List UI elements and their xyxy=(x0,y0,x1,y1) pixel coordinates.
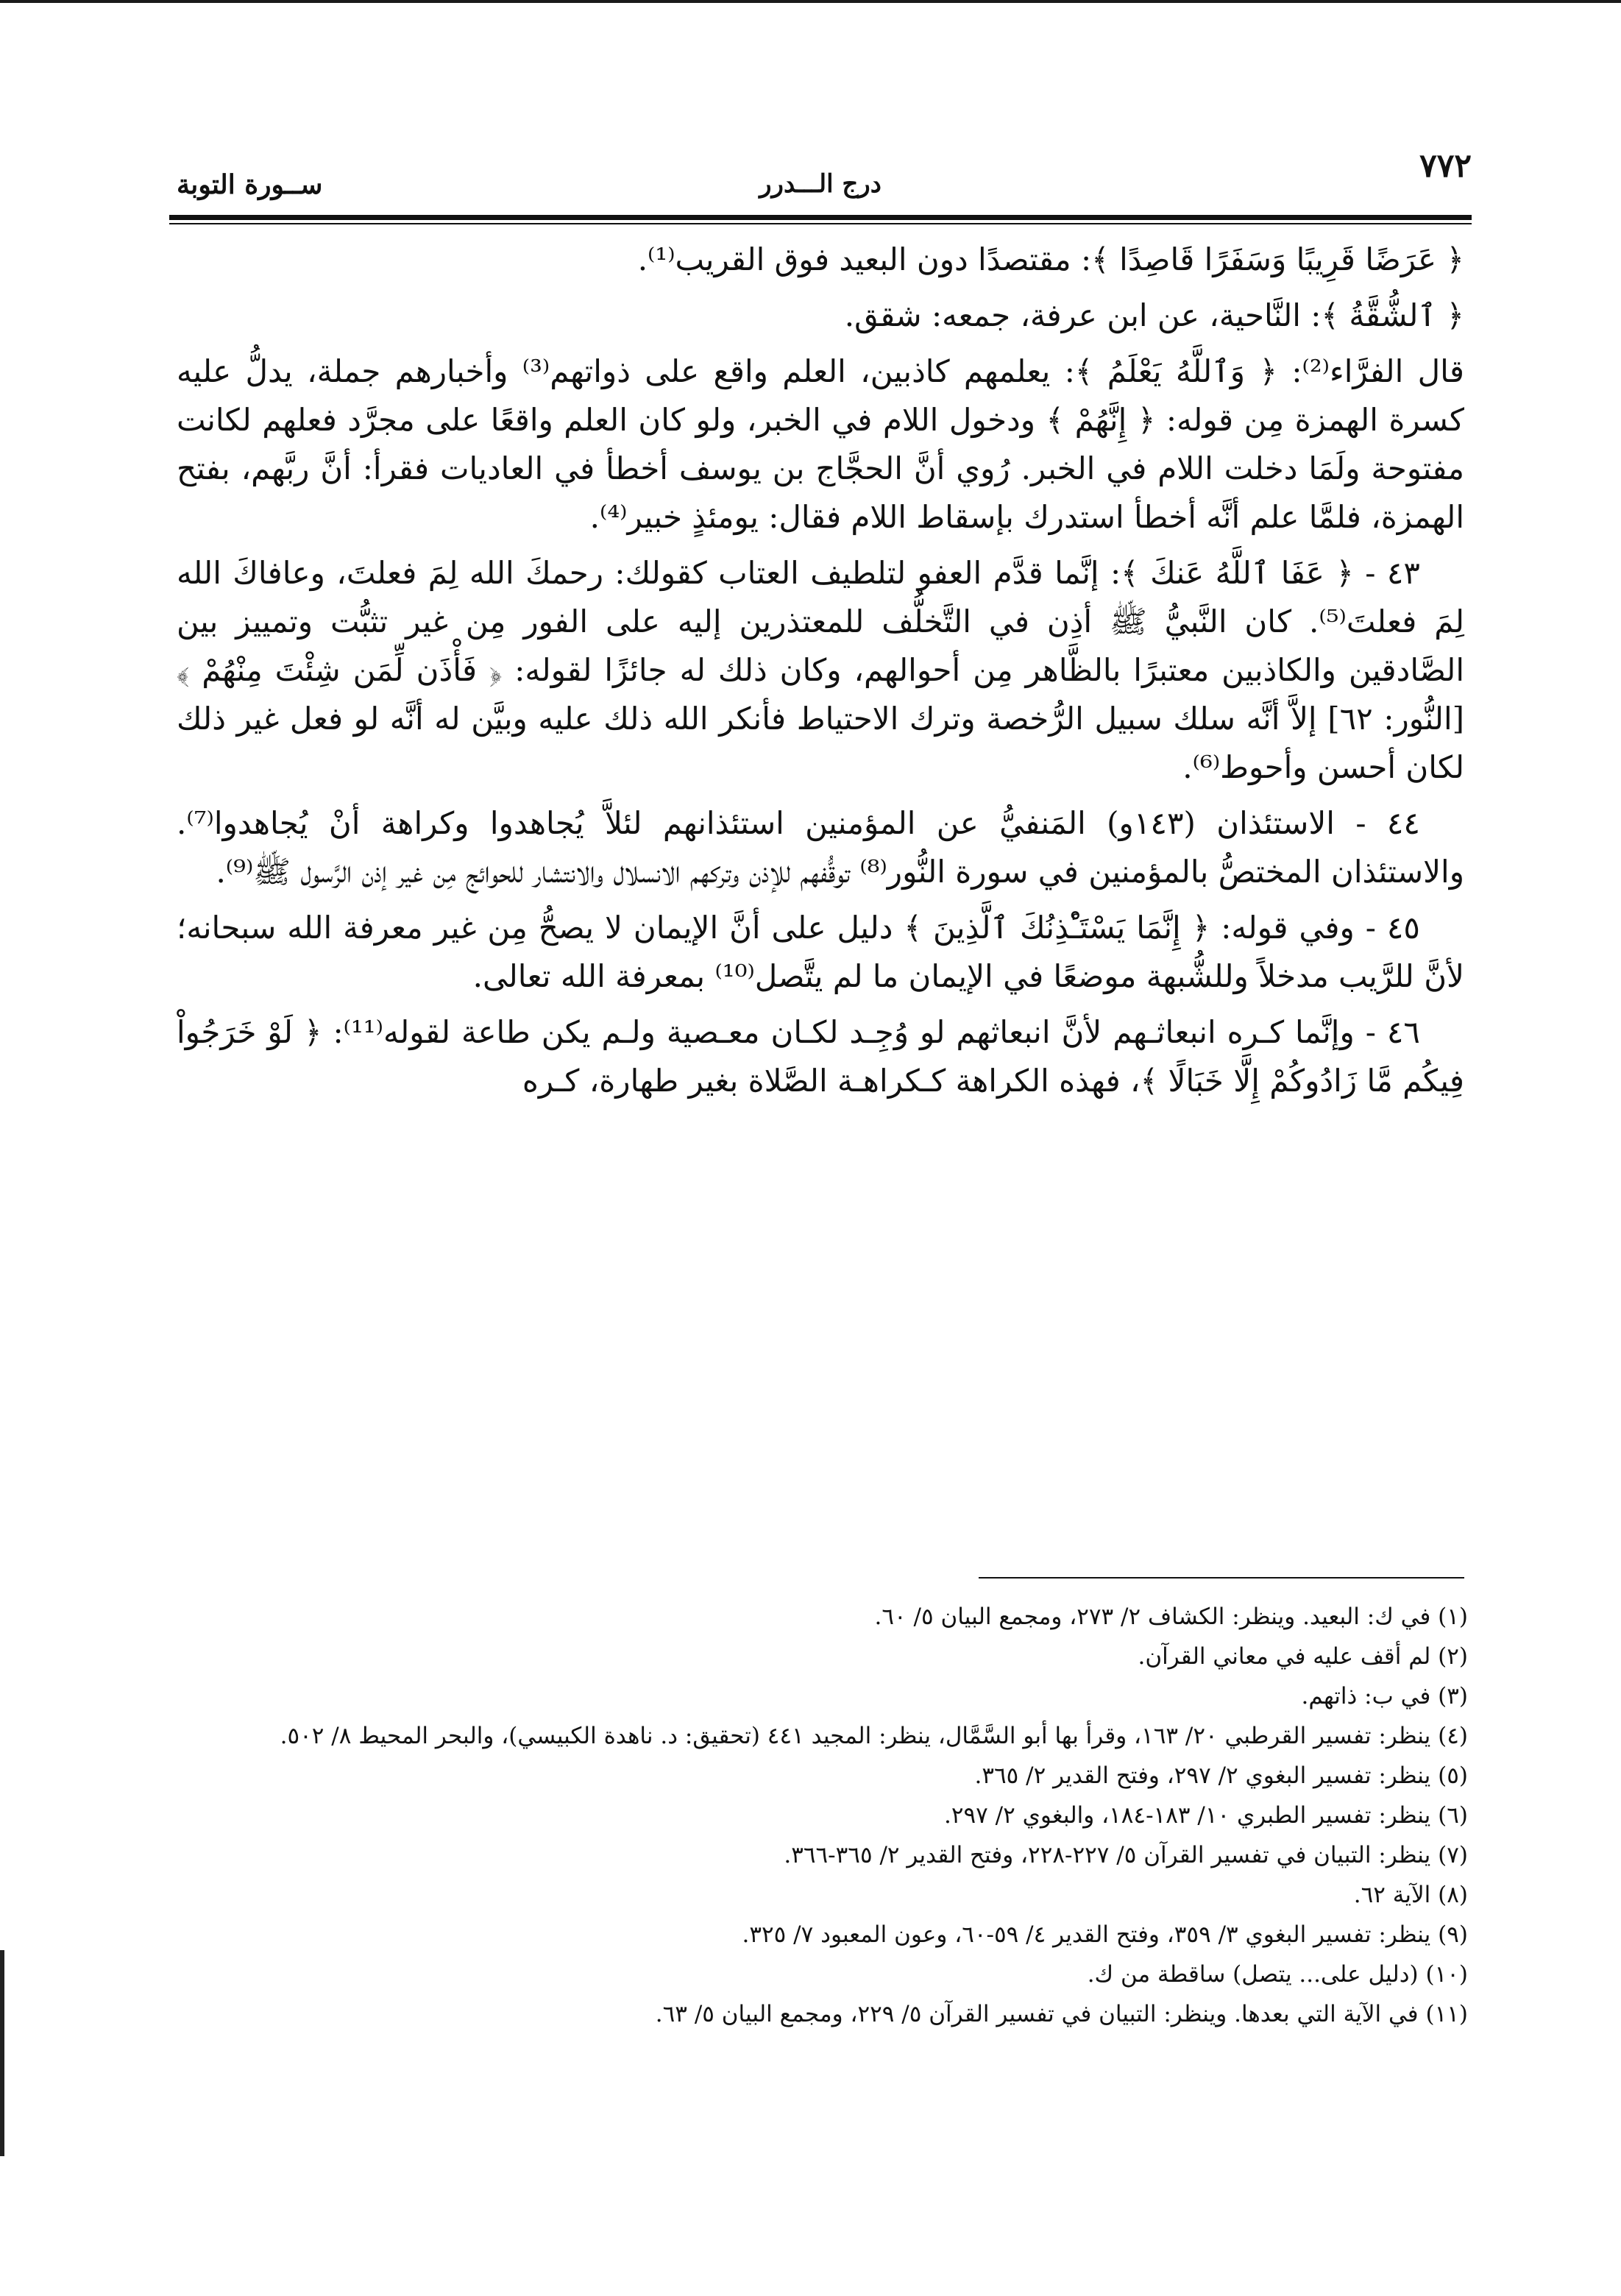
paragraph-45: ٤٥ - وفي قوله: ﴿ إِنَّمَا يَسْتَـْٔذِنُكَ ٱلَّذِينَ ﴾ دليل على أنَّ الإيمان لا يصحُّ مِن غير معرفة الله سبحانه؛ لأنَّ للرَّيب مدخلاً وللشُّبهة موضعًا في الإيمان ما لم يتَّصل⁽¹⁰⁾ بمعرفة الله تعالى. xyxy=(177,910,1464,994)
footnote: (١٠) (دليل على... يتصل) ساقطة من ك. xyxy=(1087,1961,1468,1988)
paragraph-2: ﴿ ٱلشُّقَّةُ ﴾: النَّاحية، عن ابن عرفة، جمعه: شقق. xyxy=(844,297,1464,333)
scan-edge-left xyxy=(0,1950,4,2156)
paragraph-46: ٤٦ - وإنَّما كـره انبعاثـهم لأنَّ انبعاثهم لو وُجِـد لكـان معـصية ولـم يكن طاعة لقوله⁽¹¹⁾: ﴿ لَوْ خَرَجُواْ فِيكُم مَّا زَادُوكُمْ إِلَّا خَبَالًا ﴾، فهذه الكراهة كـكراهـة الصَّلاة بغير طهارة، كـره xyxy=(177,1014,1464,1099)
footnote: (٩) ينظر: تفسير البغوي ٣/ ٣٥٩، وفتح القدير ٤/ ٥٩-٦٠، وعون المعبود ٧/ ٣٢٥. xyxy=(742,1921,1468,1948)
scan-edge-top xyxy=(0,0,1621,3)
footnote: (١١) في الآية التي بعدها. وينظر: التبيان في تفسير القرآن ٥/ ٢٢٩، ومجمع البيان ٥/ ٦٣. xyxy=(655,2001,1468,2027)
paragraph-44: ٤٤ - الاستئذان (١٤٣و) المَنفيُّ عن المؤمنين استئذانهم لئلاَّ يُجاهدوا وكراهة أنْ يُجاهدوا⁽⁷⁾. والاستئذان المختصُّ بالمؤمنين في سورة النُّور⁽⁸⁾ توقُّفهم للإذن وتركهم الانسلال والانتشار للحوائج مِن غير إذن الرَّسول ﷺ⁽⁹⁾. xyxy=(177,805,1464,890)
footnote: (١) في ك: البعيد. وينظر: الكشاف ٢/ ٢٧٣، ومجمع البيان ٥/ ٦٠. xyxy=(874,1604,1468,1630)
footnotes xyxy=(177,1597,1468,2034)
main-text xyxy=(177,235,1464,1113)
page-number: ٧٧٢ xyxy=(1419,147,1472,185)
paragraph-1: ﴿ عَرَضًا قَرِيبًا وَسَفَرًا قَاصِدًا ﴾: مقتصدًا دون البعيد فوق القريب⁽¹⁾. xyxy=(637,241,1464,277)
footnote: (٣) في ب: ذاتهم. xyxy=(1301,1683,1468,1709)
running-title: درج الـــدرر xyxy=(759,169,882,199)
footnote: (٢) لم أقف عليه في معاني القرآن. xyxy=(1138,1643,1468,1670)
page-header xyxy=(169,147,1472,213)
footnote: (٨) الآية ٦٢. xyxy=(1353,1882,1468,1908)
footnote: (٦) ينظر: تفسير الطبري ١٠/ ١٨٣-١٨٤، والبغوي ٢/ ٢٩٧. xyxy=(943,1802,1468,1829)
header-rule-thick xyxy=(169,215,1472,220)
footnote: (٧) ينظر: التبيان في تفسير القرآن ٥/ ٢٢٧-٢٢٨، وفتح القدير ٢/ ٣٦٥-٣٦٦. xyxy=(784,1842,1468,1868)
footnote-separator xyxy=(979,1577,1464,1578)
paragraph-3: قال الفرَّاء⁽²⁾: ﴿ وَٱللَّهُ يَعْلَمُ ﴾: يعلمهم كاذبين، العلم واقع على ذواتهم⁽³⁾ وأخبارهم جملة، يدلُّ عليه كسرة الهمزة مِن قوله: ﴿ إِنَّهُمْ ﴾ ودخول اللام في الخبر، ولو كان العلم واقعًا على مجرَّد فعلهم لكانت مفتوحة ولَمَا دخلت اللام في الخبر. رُوي أنَّ الحجَّاج بن يوسف أخطأ في العاديات فقرأ: أنَّ ربَّهم، بفتح الهمزة، فلمَّا علم أنَّه أخطأ استدرك بإسقاط اللام فقال: يومئذٍ خبير⁽⁴⁾. xyxy=(177,353,1465,535)
header-rule-thin xyxy=(169,223,1472,224)
footnote: (٥) ينظر: تفسير البغوي ٢/ ٢٩٧، وفتح القدير ٢/ ٣٦٥. xyxy=(974,1762,1468,1789)
paragraph-43: ٤٣ - ﴿ عَفَا ٱللَّهُ عَنكَ ﴾: إنَّما قدَّم العفو لتلطيف العتاب كقولك: رحمكَ الله لِمَ فعلتَ، وعافاكَ الله لِمَ فعلتَ⁽⁵⁾. كان النَّبيُّ ﷺ أذِن في التَّخلُّف للمعتذرين إليه على الفور مِن غير تثبُّت وتمييز بين الصَّادقين والكاذبين معتبرًا بالظَّاهر مِن أحوالهم، وكان ذلك له جائزًا لقوله: ﴿ فَأْذَن لِّمَن شِئْتَ مِنْهُمْ ﴾ [النُّور: ٦٢] إلاَّ أنَّه سلك سبيل الرُّخصة وترك الاحتياط فأنكر الله ذلك عليه وبيَّن له أنَّه لو فعل غير ذلك لكان أحسن وأحوط⁽⁶⁾. xyxy=(177,555,1464,785)
footnote: (٤) ينظر: تفسير القرطبي ٢٠/ ١٦٣، وقرأ بها أبو السَّمَّال، ينظر: المجيد ٤٤١ (تحقيق: د. ناهدة الكبيسي)، والبحر المحيط ٨/ ٥٠٢. xyxy=(280,1723,1468,1749)
surah-title: ســورة التوبة xyxy=(177,169,323,200)
